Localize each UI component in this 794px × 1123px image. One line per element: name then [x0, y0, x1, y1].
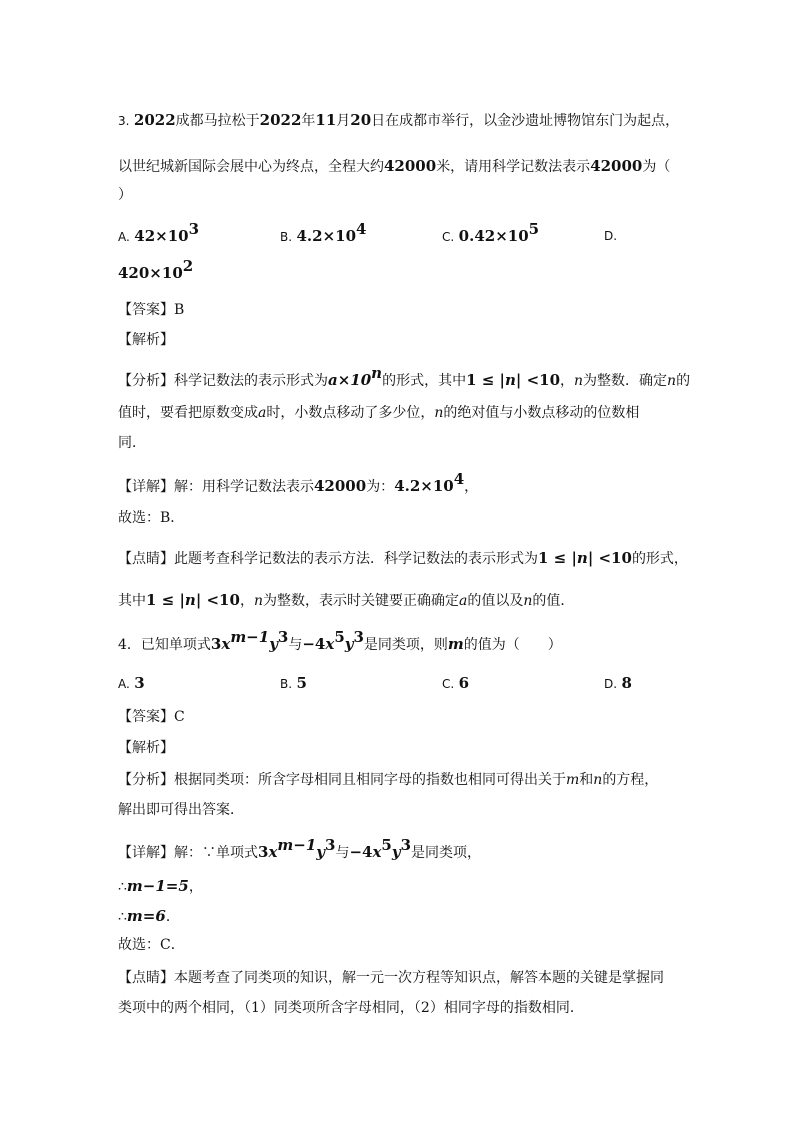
var: a: [458, 593, 468, 609]
inequality: | <10: [515, 371, 561, 389]
text: 的值为（ ）: [463, 637, 562, 653]
coef: −4: [349, 843, 373, 861]
text: 的: [676, 373, 691, 389]
var: x: [268, 843, 278, 861]
number-42000: 42000: [314, 477, 367, 495]
q3-option-b: [280, 220, 367, 247]
number-42000: 42000: [590, 157, 643, 175]
q3-dianjing-line-1: [118, 548, 688, 569]
var: m: [447, 635, 464, 653]
text: 值时，要看把原数变成: [118, 405, 258, 421]
therefore-symbol: ∴: [118, 909, 127, 925]
formula: a×10: [328, 371, 372, 389]
option-label: A.: [118, 677, 130, 691]
var: y: [344, 635, 354, 653]
q3-choose: 故选：B．: [118, 510, 185, 526]
q4-step-2: [118, 906, 180, 927]
q4-option-a: [118, 673, 145, 694]
var: y: [269, 635, 278, 653]
inequality: 1 ≤ |: [466, 371, 505, 389]
var: y: [316, 843, 325, 861]
q4-step-1: [118, 876, 203, 897]
inequality: 1 ≤ |: [146, 591, 185, 609]
text: ，: [464, 479, 479, 495]
number-42000: 42000: [384, 157, 437, 175]
option-label: C.: [442, 230, 455, 244]
text: 为（: [642, 159, 671, 175]
text: 月: [336, 113, 351, 129]
q4-fenxi-line-2: 解出即可得出答案．: [118, 802, 244, 818]
text: 日在成都市举行，以金沙遗址博物馆东门为起点，: [371, 113, 680, 129]
equation: m−1=5: [126, 877, 189, 895]
day: 20: [350, 111, 372, 129]
text: 其中: [118, 593, 146, 609]
option-value: 5: [296, 674, 307, 692]
q4-answer: 【答案】C: [118, 709, 185, 725]
var: n: [504, 371, 516, 389]
exponent: 5: [528, 220, 540, 238]
q3-stem-line-1: [118, 110, 679, 131]
text: 与: [288, 637, 303, 653]
coef: 3: [258, 843, 269, 861]
month: 11: [315, 111, 337, 129]
q3-answer: 【答案】B: [118, 302, 185, 318]
option-value: 3: [134, 674, 145, 692]
exponent: m−1: [277, 836, 317, 854]
var: y: [391, 843, 401, 861]
text: ，: [560, 373, 575, 389]
exponent: m−1: [230, 628, 270, 646]
q4-fenxi-line-1: [118, 770, 658, 790]
text: ，: [188, 879, 203, 895]
coef: −4: [302, 635, 326, 653]
q4-option-c: [442, 673, 469, 694]
exponent: 5: [334, 628, 345, 646]
text: 的值以及: [467, 593, 524, 609]
text: 【详解】解：∵单项式: [118, 845, 258, 861]
exponent: 3: [353, 628, 364, 646]
text: 是同类项，: [411, 845, 481, 861]
q3-option-a: [118, 220, 200, 247]
text: 为：: [366, 479, 395, 495]
text: 为整数，表示时关键要正确确定: [262, 593, 459, 609]
text: 是同类项，则: [363, 637, 448, 653]
q3-fenxi-line-3: 同．: [118, 435, 146, 451]
exponent: 4: [356, 220, 367, 238]
option-value: 8: [621, 674, 632, 692]
option-label: A.: [118, 230, 130, 244]
therefore-symbol: ∴: [118, 879, 127, 895]
text: 成都马拉松于: [175, 113, 260, 129]
var: x: [325, 635, 335, 653]
q3-dianjing-line-2: [118, 590, 574, 611]
exponent: 3: [325, 836, 336, 854]
option-value: 420×10: [118, 264, 183, 282]
exponent: 2: [182, 257, 194, 275]
text: 的方程，: [602, 772, 659, 788]
text: 米，请用科学记数法表示: [436, 159, 591, 175]
text: 的绝对值与小数点移动的位数相: [443, 405, 640, 421]
text: ）: [118, 187, 132, 203]
option-value: 4.2×10: [296, 227, 357, 245]
text: 与: [335, 845, 350, 861]
exponent: 3: [400, 836, 411, 854]
text: ．: [165, 909, 180, 925]
text: 的形式，: [631, 551, 688, 567]
equation: m=6: [126, 907, 166, 925]
text: ，: [239, 593, 254, 609]
year-2022: 2022: [133, 111, 176, 129]
q4-analysis-title: 【解析】: [118, 740, 174, 756]
text: 【详解】解：用科学记数法表示: [118, 479, 314, 495]
inequality: 1 ≤ |: [538, 549, 577, 567]
inequality: | <10: [195, 591, 240, 609]
q3-option-d-value: [118, 257, 194, 284]
q3-stem-line-2: [118, 156, 670, 177]
text: 为整数．确定: [583, 373, 668, 389]
q3-stem-line-3: [118, 185, 132, 205]
option-label: D.: [604, 229, 618, 243]
q3-option-c: [442, 220, 540, 247]
var: a: [258, 405, 267, 421]
var: n: [593, 772, 603, 788]
text: 4．已知单项式: [118, 637, 211, 653]
exponent: 4: [453, 470, 465, 488]
text: 时，小数点移动了多少位，: [266, 405, 435, 421]
q4-choose: 故选：C．: [118, 937, 185, 953]
q4-stem: [118, 628, 562, 655]
var: x: [372, 843, 382, 861]
q3-detail: [118, 470, 479, 497]
exponent: 3: [277, 628, 289, 646]
inequality: | <10: [587, 549, 632, 567]
text: 以世纪城新国际会展中心为终点，全程大约: [118, 159, 384, 175]
q4-dianjing-line-1: 【点睛】本题考查了同类项的知识，解一元一次方程等知识点，解答本题的关键是掌握同: [118, 970, 664, 986]
text: 【分析】根据同类项：所含字母相同且相同字母的指数也相同可得出关于: [118, 772, 566, 788]
var: n: [523, 593, 533, 609]
option-label: C.: [442, 677, 455, 691]
q3-fenxi-line-1: [118, 364, 691, 391]
q4-dianjing-line-2: 类项中的两个相同，（1）同类项所含字母相同，（2）相同字母的指数相同．: [118, 1000, 584, 1016]
q3-option-d-label: [604, 226, 617, 246]
var: n: [667, 373, 677, 389]
text: 年: [301, 113, 316, 129]
year-2022: 2022: [259, 111, 302, 129]
option-value: 42×10: [134, 227, 189, 245]
q3-fenxi-line-2: [118, 403, 639, 423]
q3-number: 3.: [118, 114, 130, 128]
q4-option-d: [604, 673, 632, 694]
q4-detail: [118, 836, 481, 863]
q4-option-b: [280, 673, 307, 694]
option-label: D.: [604, 677, 618, 691]
text: 【分析】科学记数法的表示形式为: [118, 373, 328, 389]
exponent: n: [371, 364, 383, 382]
result: 4.2×10: [394, 477, 454, 495]
var: m: [566, 772, 580, 788]
text: 的形式，其中: [382, 373, 467, 389]
option-value: 6: [458, 674, 470, 692]
text: 【点睛】此题考查科学记数法的表示方法．科学记数法的表示形式为: [118, 551, 538, 567]
option-label: B.: [280, 677, 293, 691]
coef: 3: [210, 635, 222, 653]
var: n: [574, 373, 584, 389]
var: n: [253, 593, 263, 609]
var: n: [184, 591, 196, 609]
var: x: [221, 635, 231, 653]
q3-analysis-title: 【解析】: [118, 332, 174, 348]
option-label: B.: [280, 230, 293, 244]
option-value: 0.42×10: [458, 227, 529, 245]
exponent: 5: [381, 836, 392, 854]
text: 的值．: [532, 593, 575, 609]
exponent: 3: [188, 220, 200, 238]
text: 和: [579, 772, 594, 788]
var: n: [576, 549, 588, 567]
var: n: [434, 405, 444, 421]
